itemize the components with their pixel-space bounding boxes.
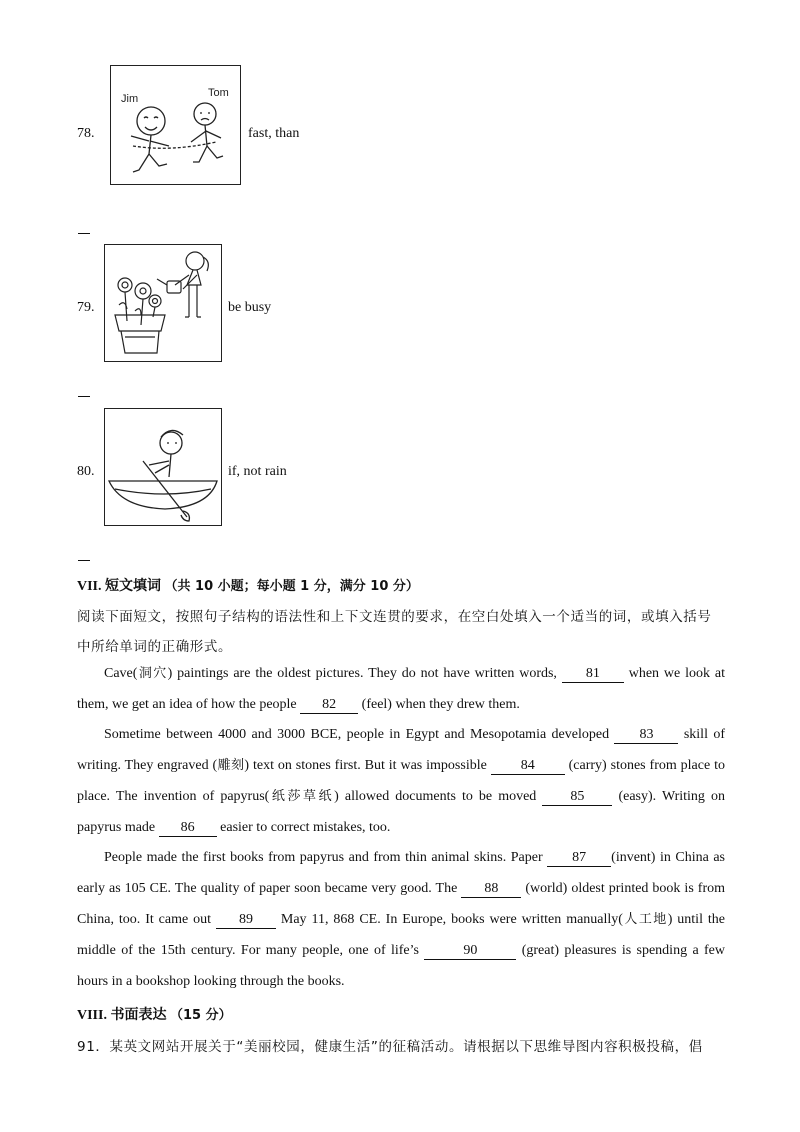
blank-90[interactable]: 90	[424, 943, 516, 960]
blank-89[interactable]: 89	[216, 912, 276, 929]
question-80-answer-line[interactable]	[78, 560, 90, 561]
blank-81[interactable]: 81	[562, 666, 624, 683]
blank-82[interactable]: 82	[300, 697, 358, 714]
section-7-heading	[77, 575, 419, 595]
girl-watering-flowers-icon	[105, 245, 221, 361]
section-7-title: VII. 短文填词	[77, 579, 162, 594]
blank-87[interactable]: 87	[547, 850, 611, 867]
question-91-number: 91．	[77, 1039, 110, 1055]
passage-paragraph-1: Cave(洞穴) paintings are the oldest pictures. They do not have written words, 81 when we look at them, we get an idea of how the people 82 (feel) when they drew them.	[77, 666, 725, 712]
blank-88[interactable]: 88	[461, 881, 521, 898]
passage-paragraph-2: Sometime between 4000 and 3000 BCE, people in Egypt and Mesopotamia developed 83 skill of writing. They engraved (雕刻) text on stones first. But it was impossible 84 (carry) stones from place to place. The invention of papyrus(纸莎草纸) allowed documents to be moved 85 (easy). Writing on papyrus made 86 easier to correct mistakes, too.	[77, 727, 725, 835]
blank-83[interactable]: 83	[614, 727, 678, 744]
question-78-answer-line[interactable]	[78, 233, 90, 234]
section-7-instruction-line-2: 中所给单词的正确形式。	[77, 639, 233, 655]
blank-84[interactable]: 84	[491, 758, 565, 775]
question-79-picture	[104, 244, 222, 362]
question-91-text: 某英文网站开展关于“美丽校园，健康生活”的征稿活动。请根据以下思维导图内容积极投稿，倡	[109, 1039, 703, 1055]
section-8-heading	[77, 1004, 232, 1024]
question-78-hint: fast, than	[248, 126, 300, 141]
question-80-number: 80.	[77, 464, 95, 479]
section-8-points: （15 分）	[169, 1008, 232, 1023]
label-jim: Jim	[121, 93, 139, 105]
passage-paragraph-3: People made the first books from papyrus and from thin animal skins. Paper 87 (invent) in China as early as 105 CE. The quality of paper soon became very good. The 88 (world) oldest printed book is from China, too. It came out 89 May 11, 868 CE. In Europe, books were written manually(人工地) until the middle of the 15th century. For many people, one of life’s 90 (great) pleasures is spending a few hours in a bookshop looking through the books.	[77, 850, 726, 989]
section-8-title: VIII. 书面表达	[77, 1008, 167, 1023]
question-80-hint: if, not rain	[228, 464, 287, 479]
section-7-points: （共 10 小题；每小题 1 分，满分 10 分）	[164, 579, 419, 594]
question-79-number: 79.	[77, 300, 95, 315]
question-79-hint: be busy	[228, 300, 272, 315]
question-91	[77, 1035, 737, 1055]
blank-85[interactable]: 85	[542, 789, 612, 806]
question-78-picture	[110, 65, 241, 185]
section-7-instruction-line-1: 阅读下面短文，按照句子结构的语法性和上下文连贯的要求，在空白处填入一个适当的词，或填入括号	[77, 609, 712, 625]
question-80-picture	[104, 408, 222, 526]
boy-rowing-boat-icon	[105, 409, 221, 525]
blank-86[interactable]: 86	[159, 820, 217, 837]
question-78-number: 78.	[77, 126, 95, 141]
label-tom: Tom	[208, 87, 229, 99]
two-boys-racing-icon	[111, 66, 240, 184]
question-79-answer-line[interactable]	[78, 396, 90, 397]
